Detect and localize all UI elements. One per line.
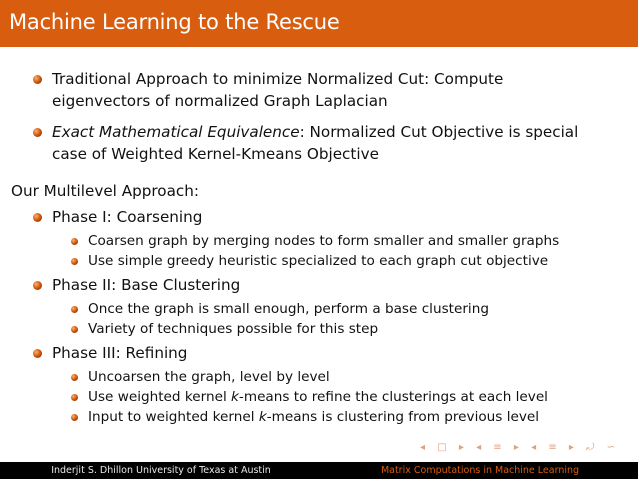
sub-bullet-icon — [71, 238, 78, 245]
bullet-text: Traditional Approach to minimize Normalized Cut: Compute — [52, 70, 504, 88]
sub-bullet-icon — [71, 306, 78, 313]
sub-bullet: Uncoarsen the graph, level by level — [0, 367, 638, 387]
sub-bullet-icon — [71, 258, 78, 265]
subsection-icon[interactable]: ≡ — [493, 442, 503, 453]
sub-bullet: Coarsen graph by merging nodes to form smaller and smaller graphs — [0, 231, 638, 251]
phase-label: Phase II: Base Clustering — [52, 276, 241, 294]
subsection-right-icon[interactable]: ▸ — [513, 442, 520, 453]
bullet-text: eigenvectors of normalized Graph Laplacian — [52, 92, 388, 110]
title-bar — [0, 0, 638, 47]
sub-bullet: Use simple greedy heuristic specialized to each graph cut objective — [0, 251, 638, 271]
sub-bullet: Once the graph is small enough, perform a base clustering — [0, 299, 638, 319]
footer-title: Matrix Computations in Machine Learning — [380, 465, 580, 476]
bullet-icon — [33, 349, 42, 358]
sub-bullet-icon — [71, 414, 78, 421]
nav-left-icon[interactable]: ◂ — [420, 442, 427, 453]
phase-item — [0, 342, 638, 364]
section-icon[interactable]: ≡ — [548, 442, 558, 453]
bullet-text: case of Weighted Kernel-Kmeans Objective — [52, 145, 379, 163]
bullet-item — [0, 121, 638, 165]
bullet-icon — [33, 281, 42, 290]
sub-bullet: Use weighted kernel k-means to refine the clusterings at each level — [0, 387, 638, 407]
zoom-icon[interactable]: ⤾ — [586, 442, 596, 453]
footer-bar — [0, 462, 638, 479]
footer-author: Inderjit S. Dhillon University of Texas at Austin — [51, 465, 271, 476]
slide-content — [0, 68, 638, 427]
phase-label: Phase III: Refining — [52, 344, 188, 362]
beamer-nav-bar — [420, 442, 623, 456]
sub-bullet: Variety of techniques possible for this step — [0, 319, 638, 339]
bullet-icon — [33, 75, 42, 84]
sub-bullet-icon — [71, 394, 78, 401]
bullet-icon — [33, 128, 42, 137]
phase-item — [0, 274, 638, 296]
slide-title: Machine Learning to the Rescue — [9, 10, 340, 34]
sub-bullet-icon — [71, 374, 78, 381]
bullet-item — [0, 68, 638, 112]
subsection-left-icon[interactable]: ◂ — [476, 442, 483, 453]
section-heading: Our Multilevel Approach: — [11, 182, 199, 200]
phase-item — [0, 206, 638, 228]
section-left-icon[interactable]: ◂ — [531, 442, 538, 453]
sub-bullet-icon — [71, 326, 78, 333]
phase-label: Phase I: Coarsening — [52, 208, 203, 226]
search-icon[interactable]: ∽ — [606, 442, 617, 453]
bullet-text: Exact Mathematical Equivalence: Normalized Cut Objective is special — [52, 123, 579, 141]
nav-right-icon[interactable]: ▸ — [458, 442, 465, 453]
section-right-icon[interactable]: ▸ — [568, 442, 575, 453]
frame-icon[interactable]: □ — [437, 442, 448, 453]
sub-bullet: Input to weighted kernel k-means is clustering from previous level — [0, 407, 638, 427]
bullet-icon — [33, 213, 42, 222]
